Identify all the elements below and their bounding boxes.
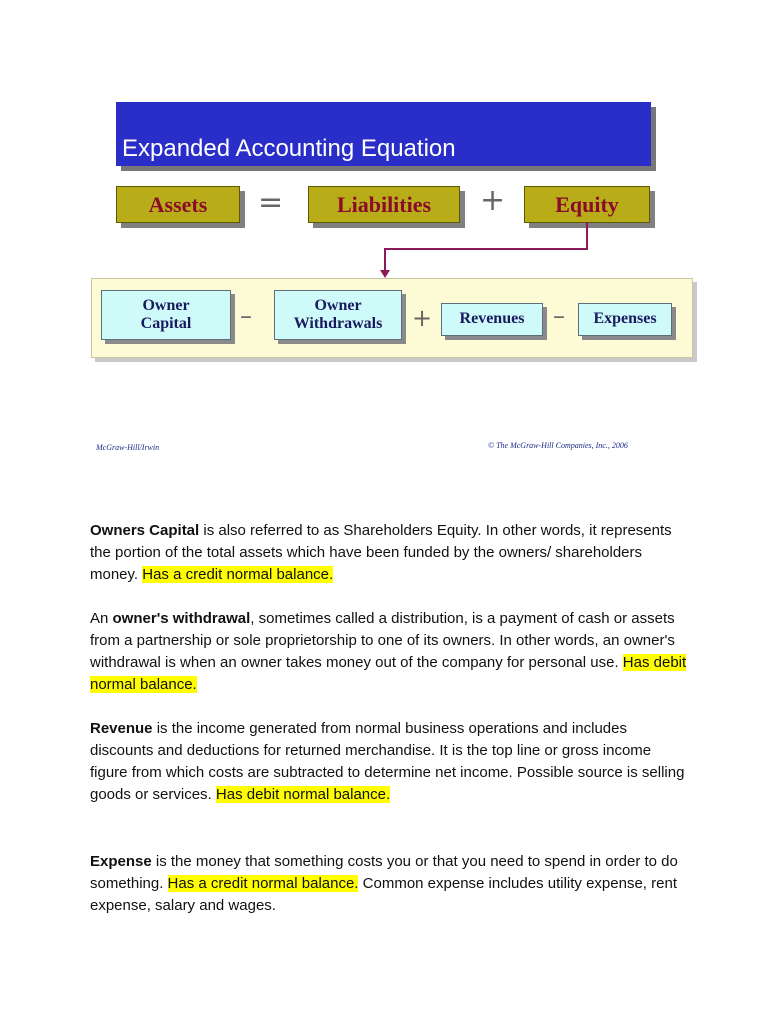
p4-text: is the money that something costs you or that you need to spend in order to do something. xyxy=(90,853,678,892)
owner-capital-line2: Capital xyxy=(140,315,192,332)
expenses-box xyxy=(578,303,672,336)
equity-label: Equity xyxy=(555,191,619,217)
plus-sign: + xyxy=(480,183,506,218)
p3-highlight: Has debit normal balance. xyxy=(215,786,391,803)
p3-text: is the income generated from normal business operations and includes discounts and deductions for returned merchandise. It is the top line or gross income figure from which costs are subtracted to determine net income. Possible source is selling goods or services. xyxy=(90,720,685,803)
p1-text: is also referred to as Shareholders Equity. In other words, it represents the portion of the total assets which have been funded by the owners/ shareholders money. xyxy=(90,522,672,583)
term-owners-withdrawal: owner's withdrawal xyxy=(112,610,251,627)
term-revenue: Revenue xyxy=(90,720,153,737)
equity-box xyxy=(524,186,650,223)
p2-text: , sometimes called a distribution, is a payment of cash or assets from a partnership or sole proprietorship to one of its owners. In other words, an owner's withdrawal is when an owner takes money out of the company for personal use. xyxy=(90,610,675,671)
p1-highlight: Has a credit normal balance. xyxy=(142,566,334,583)
owner-withdrawals-box xyxy=(274,290,402,340)
term-expense: Expense xyxy=(90,853,152,870)
plus-sign-2: + xyxy=(412,304,433,332)
owner-capital-box xyxy=(101,290,231,340)
revenues-box xyxy=(441,303,543,336)
paragraph-owners-capital xyxy=(90,520,690,586)
p4-highlight: Has a credit normal balance. xyxy=(167,875,359,892)
revenues-label: Revenues xyxy=(459,310,525,328)
p2-prefix: An xyxy=(90,610,113,627)
term-owners-capital: Owners Capital xyxy=(90,522,200,539)
footer-publisher: McGraw-Hill/Irwin xyxy=(96,443,160,452)
owner-capital-line1: Owner xyxy=(142,296,190,314)
expenses-label: Expenses xyxy=(593,310,657,328)
p2-highlight: Has debit normal balance. xyxy=(90,654,687,693)
p4-tail: Common expense includes utility expense, rent expense, salary and wages. xyxy=(90,875,677,914)
liabilities-label: Liabilities xyxy=(336,191,432,217)
slide-title: Expanded Accounting Equation xyxy=(122,135,456,162)
minus-sign-1: – xyxy=(240,302,252,330)
paragraph-revenue xyxy=(90,718,690,806)
owner-withdrawals-line2: Withdrawals xyxy=(293,315,383,332)
equals-sign: = xyxy=(258,185,284,220)
owner-withdrawals-line1: Owner xyxy=(314,296,362,314)
assets-label: Assets xyxy=(148,191,208,217)
footer-copyright: © The McGraw-Hill Companies, Inc., 2006 xyxy=(488,441,628,450)
liabilities-box xyxy=(308,186,460,223)
paragraph-expense xyxy=(90,851,690,917)
assets-box xyxy=(116,186,240,223)
paragraph-owners-withdrawal xyxy=(90,608,690,696)
minus-sign-2: – xyxy=(553,302,565,330)
connector-arrow xyxy=(375,220,595,280)
